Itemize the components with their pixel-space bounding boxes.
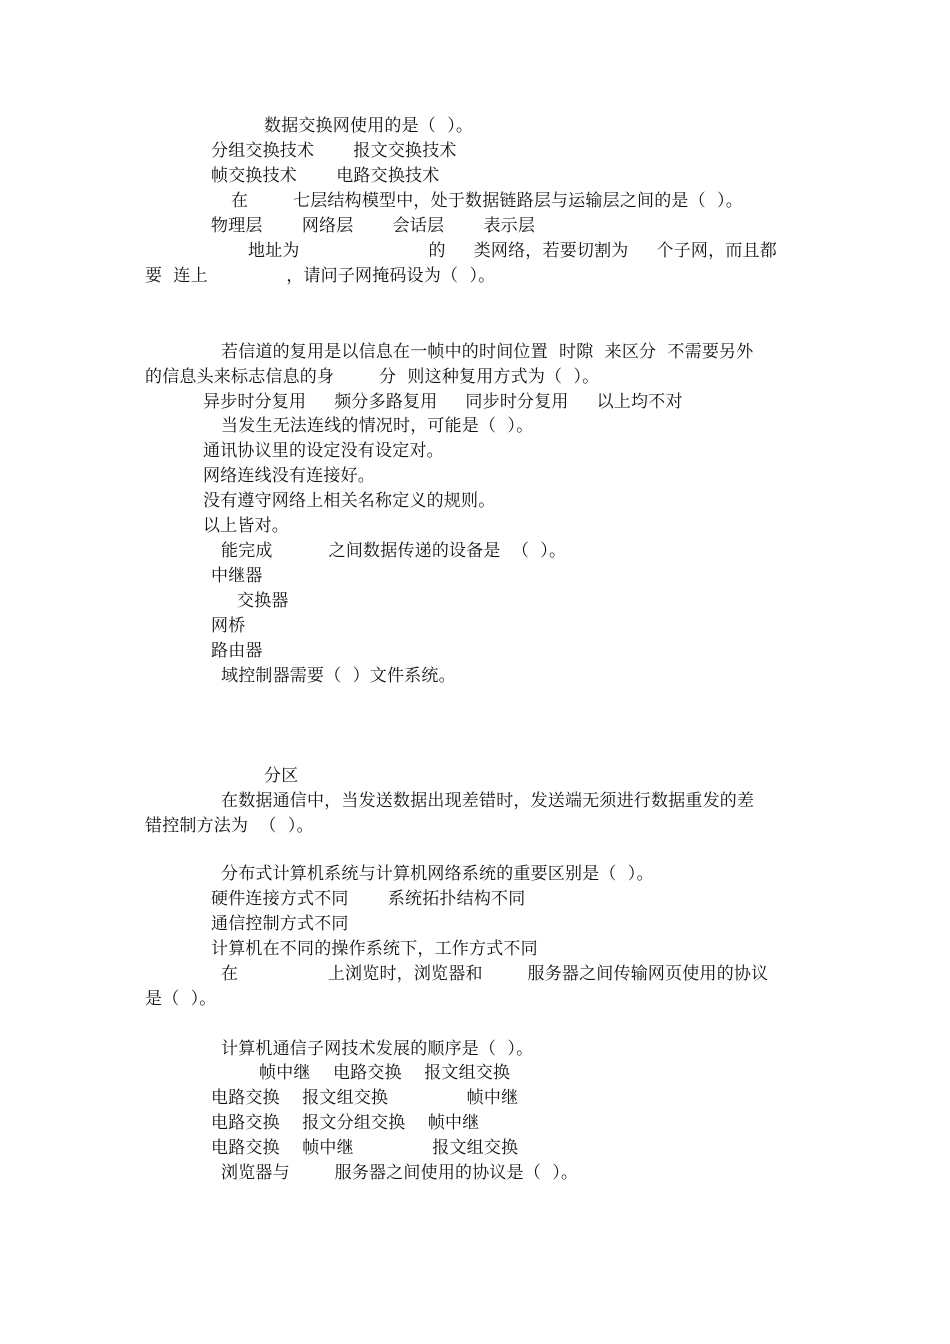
question-9-options-row-1: 硬件连接方式不同 系统拓扑结构不同 <box>211 889 526 909</box>
question-4-options: 异步时分复用 频分多路复用 同步时分复用 以上均不对 <box>203 392 683 412</box>
question-11-option-d: 电路交换 帧中继 报文组交换 <box>211 1138 519 1158</box>
question-5-stem: 当发生无法连线的情况时，可能是（ ）。 <box>221 416 534 436</box>
question-5-option-c: 没有遵守网络上相关名称定义的规则。 <box>203 491 496 511</box>
question-1-options-row-1: 分组交换技术 报文交换技术 <box>211 141 457 161</box>
question-11-stem: 计算机通信子网技术发展的顺序是（ ）。 <box>221 1039 534 1059</box>
question-5-option-a: 通讯协议里的设定没有设定对。 <box>203 441 444 461</box>
question-8-stem-line-2: 错控制方法为 （ ）。 <box>145 816 314 836</box>
question-4-stem-line-2: 的信息头来标志信息的身 分 则这种复用方式为（ ）。 <box>145 367 600 387</box>
question-12-stem: 浏览器与 服务器之间使用的协议是（ ）。 <box>221 1163 579 1183</box>
question-6-stem: 能完成 之间数据传递的设备是 （ ）。 <box>221 541 567 561</box>
question-11-option-c: 电路交换 报文分组交换 帧中继 <box>211 1113 480 1133</box>
question-6-option-a: 中继器 <box>211 566 263 586</box>
question-2-stem: 在 七层结构模型中，处于数据链路层与运输层之间的是（ ）。 <box>231 191 743 211</box>
question-8-stem-line-1: 在数据通信中，当发送数据出现差错时，发送端无须进行数据重发的差 <box>221 791 755 811</box>
question-9-stem: 分布式计算机系统与计算机网络系统的重要区别是（ ）。 <box>221 864 654 884</box>
question-5-option-b: 网络连线没有连接好。 <box>203 466 375 486</box>
question-2-options: 物理层 网络层 会话层 表示层 <box>211 216 536 236</box>
question-3-stem-line-1: 地址为 的 类网络，若要切割为 个子网，而且都 <box>248 241 777 261</box>
question-6-option-b: 交换器 <box>237 591 289 611</box>
question-9-option-c: 通信控制方式不同 <box>211 914 349 934</box>
question-1-stem: 数据交换网使用的是（ ）。 <box>264 116 474 136</box>
question-3-stem-line-2: 要 连上 ，请问子网掩码设为（ ）。 <box>145 266 496 286</box>
question-1-options-row-2: 帧交换技术 电路交换技术 <box>211 166 440 186</box>
question-10-stem-line-2: 是（ ）。 <box>145 989 217 1009</box>
question-5-option-d: 以上皆对。 <box>203 516 289 536</box>
question-6-option-c: 网桥 <box>211 616 246 636</box>
question-6-option-d: 路由器 <box>211 641 263 661</box>
question-7-option: 分区 <box>264 766 299 786</box>
question-11-option-b: 电路交换 报文组交换 帧中继 <box>211 1088 519 1108</box>
question-9-option-d: 计算机在不同的操作系统下，工作方式不同 <box>211 939 538 959</box>
question-11-option-a: 帧中继 电路交换 报文组交换 <box>259 1063 511 1083</box>
question-4-stem-line-1: 若信道的复用是以信息在一帧中的时间位置 时隙 来区分 不需要另外 <box>221 342 754 362</box>
question-7-stem: 域控制器需要（ ）文件系统。 <box>221 666 456 686</box>
question-10-stem-line-1: 在 上浏览时，浏览器和 服务器之间传输网页使用的协议 <box>221 964 769 984</box>
